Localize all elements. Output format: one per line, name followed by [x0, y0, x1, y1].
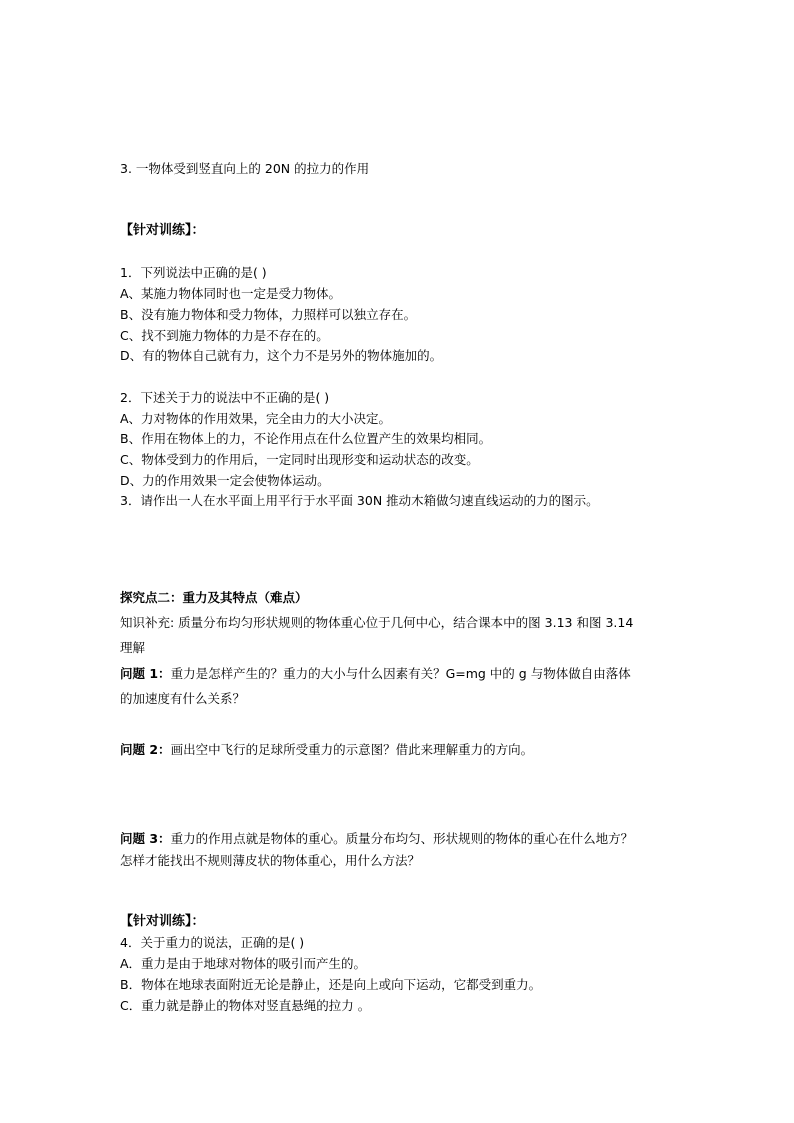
training-heading-1: 【针对训练】：: [120, 223, 205, 238]
q2-stem: 2．下述关于力的说法中不正确的是( ): [120, 390, 330, 405]
q4-option-c: C．重力就是静止的物体对竖直悬绳的拉力 。: [120, 998, 371, 1013]
item-3-text: 3. 一物体受到竖直向上的 20N 的拉力的作用: [120, 161, 370, 176]
q1-option-b: B、没有施力物体和受力物体，力照样可以独立存在。: [120, 307, 417, 322]
q4-option-a: A．重力是由于地球对物体的吸引而产生的。: [120, 956, 367, 971]
problem-3-line-1: [120, 829, 633, 849]
problem-3-line-2: 怎样才能找出不规则薄皮状的物体重心，用什么方法？: [120, 853, 421, 868]
q1-option-d: D、有的物体自己就有力，这个力不是另外的物体施加的。: [120, 348, 443, 363]
problem-1-line-1: [120, 664, 631, 684]
q1-option-c: C、找不到施力物体的力是不存在的。: [120, 328, 329, 343]
supplement-line-1: 知识补充: 质量分布均匀形状规则的物体重心位于几何中心，结合课本中的图 3.13 和图 3.14: [120, 615, 634, 630]
training-heading-2: 【针对训练】：: [120, 914, 205, 929]
supplement-line-2: 理解: [120, 640, 146, 655]
q2-option-b: B、作用在物体上的力，不论作用点在什么位置产生的效果均相同。: [120, 431, 492, 446]
q2-option-d: D、力的作用效果一定会使物体运动。: [120, 473, 330, 488]
problem-2-label: 问题 2：: [120, 742, 171, 757]
q1-stem: 1．下列说法中正确的是( ): [120, 265, 267, 280]
problem-1-label: 问题 1：: [120, 666, 171, 681]
problem-3-text: 重力的作用点就是物体的重心。质量分布均匀、形状规则的物体的重心在什么地方？: [170, 831, 634, 846]
problem-1-text: 重力是怎样产生的？重力的大小与什么因素有关？G=mg 中的 g 与物体做自由落体: [170, 666, 631, 681]
q4-option-b: B．物体在地球表面附近无论是静止，还是向上或向下运动，它都受到重力。: [120, 977, 542, 992]
q3-text: 3．请作出一人在水平面上用平行于水平面 30N 推动木箱做匀速直线运动的力的图示。: [120, 493, 599, 508]
problem-3-label: 问题 3：: [120, 831, 171, 846]
q2-option-c: C、物体受到力的作用后，一定同时出现形变和运动状态的改变。: [120, 452, 479, 467]
q1-option-a: A、某施力物体同时也一定是受力物体。: [120, 286, 342, 301]
problem-2-text: 画出空中飞行的足球所受重力的示意图？借此来理解重力的方向。: [170, 742, 534, 757]
q4-stem: 4．关于重力的说法，正确的是( ): [120, 935, 305, 950]
problem-1-line-2: 的加速度有什么关系？: [120, 691, 246, 706]
section-2-title: 探究点二：重力及其特点（难点）: [120, 590, 308, 605]
problem-2: [120, 740, 533, 760]
q2-option-a: A、力对物体的作用效果，完全由力的大小决定。: [120, 411, 392, 426]
